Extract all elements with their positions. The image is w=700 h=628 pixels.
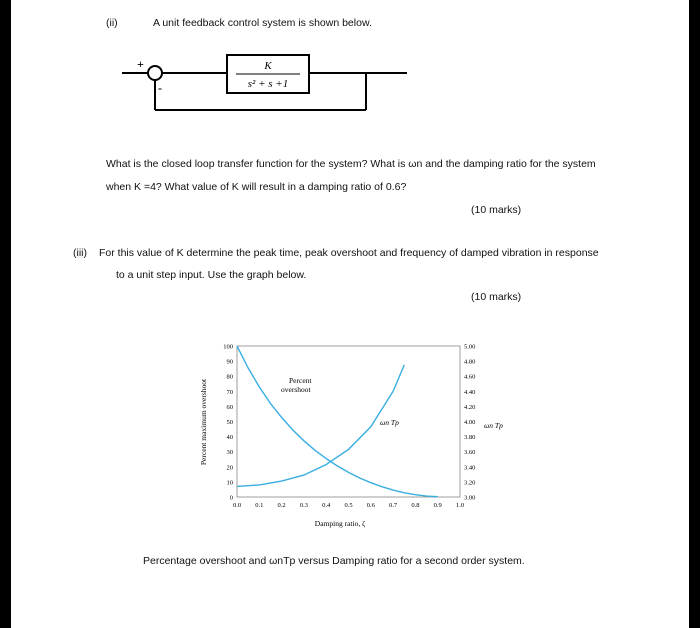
summing-junction [148,66,162,80]
x-tick-label: 0.6 [366,502,375,509]
y-left-tick-label: 80 [226,373,233,381]
y-left-tick-label: 60 [226,403,233,411]
part2-label: (ii) [106,17,118,29]
x-tick-label: 0.9 [433,502,442,509]
y-left-tick-label: 10 [226,479,233,487]
plot-frame [237,346,460,497]
y-left-tick-label: 100 [223,343,233,351]
y-left-tick-label: 30 [226,449,233,457]
wntp-annotation: ωn Tp [380,418,399,427]
y-left-tick-label: 90 [226,358,233,366]
y-right-tick-label: 3.80 [464,434,476,442]
y-axis-right-label: ωn Tp [484,421,503,430]
y-right-tick-label: 4.20 [464,403,476,411]
y-right-tick-label: 3.40 [464,464,476,472]
y-right-tick-label: 3.00 [464,494,476,502]
chart-caption: Percentage overshoot and ωnTp versus Damping ratio for a second order system. [143,555,525,567]
sum-minus-sign: - [158,81,162,95]
y-right-tick-label: 3.20 [464,479,476,487]
part2-intro: A unit feedback control system is shown below. [153,17,372,29]
x-tick-label: 1.0 [455,502,465,509]
part3-marks: (10 marks) [471,291,522,303]
part2-question-line1: What is the closed loop transfer function for the system? What is ωn and the damping ratio for the system [106,158,596,170]
x-tick-label: 0.7 [389,502,398,509]
x-tick-label: 0.2 [277,502,286,509]
tf-numerator: K [264,60,272,72]
x-axis-label: Damping ratio, ζ [314,519,366,528]
part3-question-line1: For this value of K determine the peak time, peak overshoot and frequency of damped vibration in response [99,247,599,259]
y-left-tick-label: 50 [226,419,233,426]
y-axis-left-label: Percent maximum overshoot [199,378,208,466]
right-page-edge [689,0,700,628]
x-tick-label: 0.1 [255,502,264,509]
y-right-tick-label: 4.00 [464,419,476,426]
part3-label: (iii) [73,247,87,259]
left-page-edge [0,0,11,628]
part2-marks: (10 marks) [471,204,522,216]
part2-question-line2: when K =4? What value of K will result in a damping ratio of 0.6? [106,181,407,193]
y-right-tick-label: 4.60 [464,373,476,381]
x-tick-label: 0.3 [299,502,308,509]
x-tick-label: 0.0 [232,502,242,509]
x-tick-label: 0.8 [411,502,420,509]
y-right-tick-label: 3.60 [464,449,476,457]
y-right-tick-label: 5.00 [464,343,476,351]
y-left-tick-label: 70 [226,388,233,396]
x-tick-label: 0.5 [344,502,353,509]
x-tick-label: 0.4 [322,502,331,509]
part3-question-line2: to a unit step input. Use the graph below. [116,269,307,281]
y-left-tick-label: 0 [229,494,233,502]
y-right-tick-label: 4.80 [464,358,476,366]
sum-plus-sign: + [137,57,144,71]
overshoot-chart [190,336,530,536]
y-right-tick-label: 4.40 [464,388,476,396]
y-left-tick-label: 20 [226,464,233,472]
tf-denominator: s² + s +1 [247,78,289,90]
y-left-tick-label: 40 [226,434,233,442]
block-diagram [120,50,420,120]
overshoot-annotation-line2: overshoot [281,385,311,394]
overshoot-annotation-line1: Percent [289,376,312,385]
